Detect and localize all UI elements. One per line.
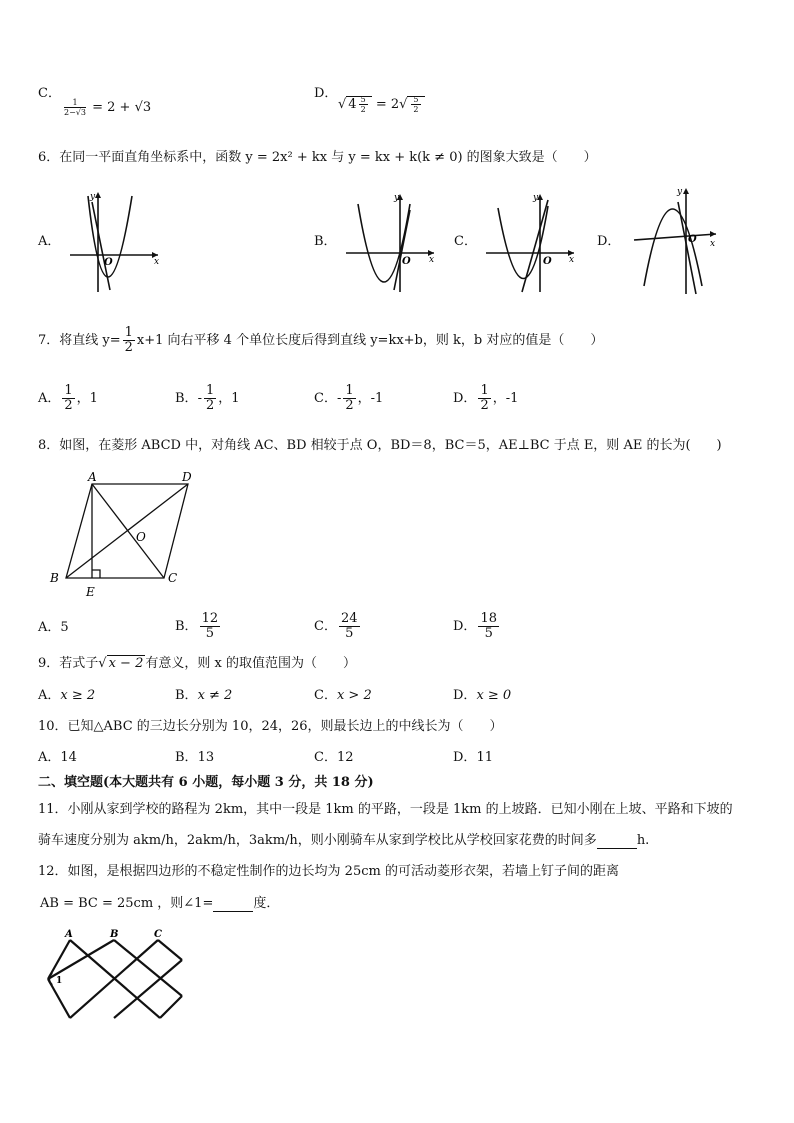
q11-line1: 11．小刚从家到学校的路程为 2km，其中一段是 1km 的平路，一段是 1km 的上坡路．已知小刚在上坡、平路和下坡的 bbox=[38, 802, 733, 817]
option-label: A． bbox=[38, 688, 61, 703]
fraction bbox=[359, 95, 368, 114]
q6-graph-d bbox=[630, 182, 722, 296]
option-value: 14 bbox=[60, 750, 77, 765]
section-title-fill-in: 二、填空题(本大题共有 6 小题，每小题 3 分，共 18 分) bbox=[38, 775, 374, 790]
q9-option-a bbox=[38, 688, 95, 704]
q12-line2 bbox=[40, 896, 279, 912]
origin-label: O bbox=[688, 234, 697, 245]
stem-pre: 7．将直线 y= bbox=[38, 333, 121, 348]
label-a: A bbox=[88, 470, 97, 484]
radicand bbox=[346, 96, 371, 112]
q6-option-c-label: C． bbox=[454, 234, 477, 249]
option-label: A． bbox=[38, 750, 61, 765]
q7-option-a bbox=[38, 384, 98, 413]
q6-stem: 6．在同一平面直角坐标系中，函数 y = 2x² + kx 与 y = kx + k(k ≠ 0) 的图象大致是（ ） bbox=[38, 150, 597, 165]
q5-option-c-expr bbox=[62, 98, 151, 117]
numerator: 24 bbox=[340, 611, 358, 626]
label-a: A bbox=[65, 929, 73, 940]
option-value: x ≥ 2 bbox=[60, 688, 96, 703]
x-axis-label: x bbox=[569, 255, 575, 265]
option-rest: ，1 bbox=[76, 391, 98, 406]
origin-label: O bbox=[543, 256, 552, 267]
q7-stem bbox=[38, 326, 603, 355]
y-arrow-icon bbox=[95, 192, 101, 198]
rack-bar bbox=[158, 940, 182, 960]
sqrt-sign: √ bbox=[338, 97, 347, 112]
option-value: 11 bbox=[476, 750, 493, 765]
option-label: C． bbox=[38, 86, 61, 101]
expression-rhs: = 2 + √3 bbox=[92, 100, 152, 115]
coefficient: = 2 bbox=[375, 97, 400, 112]
denominator: 2 bbox=[480, 398, 489, 413]
option-label: A． bbox=[38, 620, 61, 635]
q6-option-a-label: A． bbox=[38, 234, 61, 249]
denominator: 2 bbox=[360, 105, 366, 114]
q12-rack-figure bbox=[40, 926, 190, 1026]
x-axis-label: x bbox=[710, 239, 716, 249]
sqrt-sign: √ bbox=[399, 97, 408, 112]
option-label: D． bbox=[453, 391, 477, 406]
denominator: 2 bbox=[345, 398, 354, 413]
q11-line2 bbox=[38, 833, 649, 849]
q7-option-b bbox=[175, 384, 240, 413]
option-label: C． bbox=[314, 619, 337, 634]
integer-part: 4 bbox=[348, 97, 357, 112]
option-value: 13 bbox=[197, 750, 215, 765]
sign: - bbox=[197, 391, 202, 406]
stem-post: 有意义，则 x 的取值范围为（ ） bbox=[145, 656, 356, 671]
q6-graph-a bbox=[66, 188, 162, 294]
option-label: D． bbox=[453, 688, 477, 703]
rack-bar bbox=[160, 996, 182, 1018]
numerator: 1 bbox=[64, 383, 73, 398]
label-c: C bbox=[168, 571, 178, 585]
q10-option-a bbox=[38, 750, 77, 766]
q7-option-d bbox=[453, 384, 518, 413]
q5-option-c bbox=[38, 86, 61, 102]
fraction bbox=[343, 384, 355, 413]
sqrt-sign: √ bbox=[98, 656, 107, 671]
denominator: 2 bbox=[124, 340, 133, 355]
numerator: 12 bbox=[201, 611, 219, 626]
line bbox=[522, 200, 548, 292]
fraction bbox=[411, 95, 420, 114]
q5-option-d-expr bbox=[338, 95, 425, 114]
option-label: D． bbox=[314, 86, 338, 101]
option-label: C． bbox=[314, 391, 337, 406]
origin-label: O bbox=[402, 256, 411, 267]
q6-graph-c bbox=[482, 190, 578, 294]
fraction bbox=[339, 612, 360, 641]
q8-option-b bbox=[175, 612, 222, 641]
q6-option-d-label: D． bbox=[597, 234, 621, 249]
denominator: 2 bbox=[64, 398, 73, 413]
option-label: B． bbox=[175, 391, 198, 406]
denominator: 5 bbox=[205, 626, 214, 641]
angle-label: 1 bbox=[56, 976, 63, 986]
q9-option-c bbox=[314, 688, 372, 704]
stem-post: h. bbox=[636, 833, 650, 848]
fraction bbox=[123, 326, 135, 355]
answer-blank[interactable] bbox=[213, 899, 253, 912]
line bbox=[394, 210, 410, 290]
fraction bbox=[62, 384, 74, 413]
stem-post: 度． bbox=[253, 896, 280, 911]
denominator: 5 bbox=[345, 626, 354, 641]
parabola bbox=[358, 204, 410, 282]
option-rest: ，-1 bbox=[357, 391, 384, 406]
fraction bbox=[478, 384, 490, 413]
option-label: C． bbox=[314, 688, 337, 703]
right-angle-mark bbox=[92, 570, 100, 578]
q10-option-b bbox=[175, 750, 214, 766]
option-value: 5 bbox=[60, 620, 69, 635]
fraction bbox=[478, 612, 499, 641]
stem-pre: AB = BC = 25cm ，则∠1= bbox=[40, 896, 214, 911]
q7-option-c bbox=[314, 384, 383, 413]
numerator: 18 bbox=[480, 611, 497, 626]
fraction bbox=[200, 612, 221, 641]
origin-label: O bbox=[104, 257, 113, 268]
q8-stem: 8．如图，在菱形 ABCD 中，对角线 AC、BD 相较于点 O，BD＝8，BC＝5，AE⊥BC 于点 E，则 AE 的长为( ) bbox=[38, 438, 722, 453]
numerator: 1 bbox=[64, 98, 86, 108]
q6-graph-b bbox=[342, 190, 438, 294]
numerator: 5 bbox=[360, 95, 366, 104]
numerator: 5 bbox=[413, 95, 419, 104]
denominator: 2−√3 bbox=[64, 108, 86, 117]
label-b: B bbox=[110, 929, 119, 940]
label-o: O bbox=[136, 530, 146, 544]
radicand bbox=[407, 96, 424, 112]
q8-option-c bbox=[314, 612, 362, 641]
fraction bbox=[64, 98, 86, 117]
option-label: B． bbox=[175, 619, 198, 634]
option-label: D． bbox=[453, 619, 477, 634]
x-axis-label: x bbox=[154, 257, 160, 267]
numerator: 1 bbox=[205, 383, 215, 398]
q8-rhombus-figure bbox=[44, 466, 204, 600]
stem-post: x+1 向右平移 4 个单位长度后得到直线 y=kx+b，则 k，b 对应的值是（ ） bbox=[136, 333, 604, 348]
q9-option-b bbox=[175, 688, 232, 704]
q9-option-d bbox=[453, 688, 511, 704]
denominator: 2 bbox=[205, 398, 215, 413]
answer-blank[interactable] bbox=[597, 836, 637, 849]
option-label: C． bbox=[314, 750, 337, 765]
stem-pre: 9．若式子 bbox=[38, 656, 99, 671]
numerator: 1 bbox=[345, 383, 354, 398]
y-axis-label: y bbox=[90, 192, 96, 202]
denominator: 5 bbox=[484, 626, 493, 641]
fraction bbox=[204, 384, 216, 413]
sign: - bbox=[336, 391, 342, 406]
x-axis-label: x bbox=[429, 255, 435, 265]
y-arrow-icon bbox=[683, 188, 689, 194]
q6-option-b-label: B． bbox=[314, 234, 337, 249]
q10-option-c bbox=[314, 750, 354, 766]
numerator: 1 bbox=[124, 325, 133, 340]
diagonal-bd bbox=[66, 484, 188, 578]
y-axis-label: y bbox=[394, 193, 400, 203]
angle-arc bbox=[49, 973, 52, 985]
label-d: D bbox=[182, 470, 192, 484]
label-e: E bbox=[86, 585, 95, 599]
x-axis bbox=[634, 234, 716, 240]
q8-option-d bbox=[453, 612, 501, 641]
option-value: x ≠ 2 bbox=[197, 688, 233, 703]
option-label: D． bbox=[453, 750, 477, 765]
option-label: A． bbox=[38, 391, 61, 406]
option-value: 12 bbox=[336, 750, 354, 765]
label-c: C bbox=[154, 929, 162, 940]
q5-option-d bbox=[314, 86, 337, 102]
option-rest: ，1 bbox=[218, 391, 240, 406]
q10-option-d bbox=[453, 750, 493, 766]
numerator: 1 bbox=[480, 383, 489, 398]
option-label: B． bbox=[175, 750, 198, 765]
q12-line1: 12．如图，是根据四边形的不稳定性制作的边长均为 25cm 的可活动菱形衣架，若墙上钉子间的距离 bbox=[38, 864, 619, 879]
label-b: B bbox=[50, 571, 59, 585]
y-axis-label: y bbox=[533, 193, 539, 203]
q9-stem bbox=[38, 656, 356, 672]
option-label: B． bbox=[175, 688, 198, 703]
x-arrow-icon bbox=[710, 231, 716, 237]
q10-stem: 10．已知△ABC 的三边长分别为 10，24，26，则最长边上的中线长为（ ） bbox=[38, 719, 503, 734]
y-axis-label: y bbox=[677, 187, 683, 197]
denominator: 2 bbox=[413, 105, 419, 114]
stem-pre: 骑车速度分别为 akm/h，2akm/h，3akm/h，则小刚骑车从家到学校比从学校回家花费的时间多 bbox=[38, 833, 597, 848]
parabola bbox=[644, 209, 702, 286]
option-value: x ≥ 0 bbox=[476, 688, 512, 703]
q8-option-a bbox=[38, 620, 69, 636]
option-rest: ，-1 bbox=[492, 391, 519, 406]
radicand: x − 2 bbox=[108, 656, 144, 671]
option-value: x > 2 bbox=[336, 688, 372, 703]
